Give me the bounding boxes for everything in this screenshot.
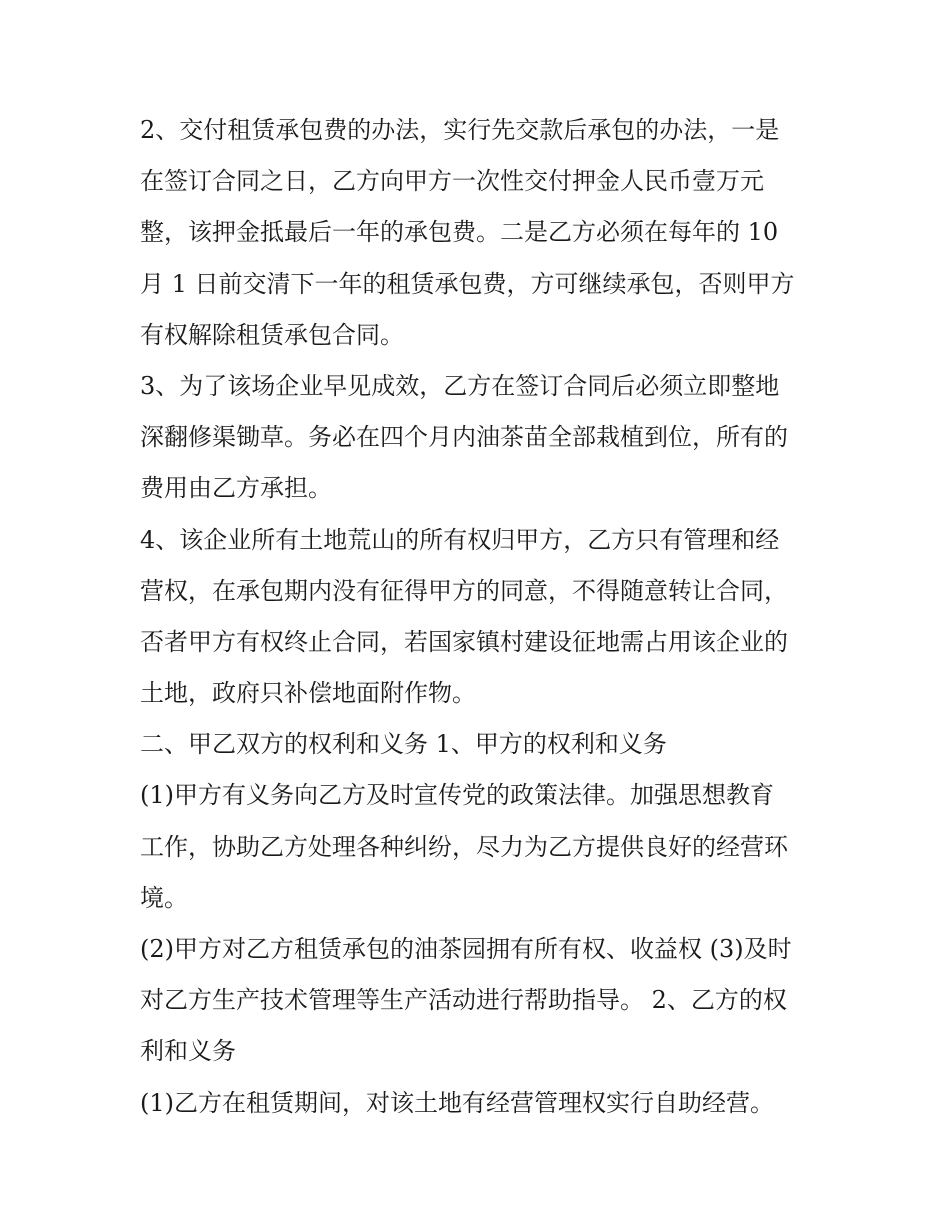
text-line: 境。 (140, 883, 188, 912)
paragraph-party-a-duty-2 (140, 924, 820, 1078)
paragraph-land-preparation (140, 361, 820, 515)
document-page (140, 105, 820, 1129)
text-line: (1)甲方有义务向乙方及时宣传党的政策法律。加强思想教育 (140, 781, 774, 810)
text-line: 营权，在承包期内没有征得甲方的同意，不得随意转让合同， (140, 576, 788, 605)
text-line: 土地，政府只补偿地面附作物。 (140, 679, 476, 708)
text-line: (1)乙方在租赁期间，对该土地有经营管理权实行自助经营。 (140, 1088, 774, 1117)
text-line: 3、为了该场企业早见成效，乙方在签订合同后必须立即整地 (140, 371, 780, 400)
paragraph-ownership (140, 515, 820, 720)
text-line: 在签订合同之日，乙方向甲方一次性交付押金人民币壹万元 (140, 167, 764, 196)
text-line: (2)甲方对乙方租赁承包的油茶园拥有所有权、收益权 (3)及时 (140, 935, 792, 963)
text-line: 深翻修渠锄草。务必在四个月内油茶苗全部栽植到位，所有的 (140, 423, 788, 452)
text-line: 对乙方生产技术管理等生产活动进行帮助指导。 2、乙方的权 (140, 986, 787, 1015)
text-line: 4、该企业所有土地荒山的所有权归甲方，乙方只有管理和经 (140, 525, 780, 554)
text-line: 整，该押金抵最后一年的承包费。二是乙方必须在每年的 10 (140, 218, 779, 247)
text-line: 否者甲方有权终止合同，若国家镇村建设征地需占用该企业的 (140, 627, 788, 656)
paragraph-party-b-duty-1 (140, 1078, 820, 1129)
section-heading-rights-obligations (140, 719, 820, 770)
text-line: 费用由乙方承担。 (140, 474, 332, 503)
text-line: 二、甲乙双方的权利和义务 1、甲方的权利和义务 (140, 730, 667, 759)
paragraph-payment-method (140, 105, 820, 361)
text-line: 工作，协助乙方处理各种纠纷，尽力为乙方提供良好的经营环 (140, 832, 788, 861)
text-line: 利和义务 (140, 1037, 236, 1066)
paragraph-party-a-duty-1 (140, 770, 820, 924)
text-line: 月 1 日前交清下一年的租赁承包费，方可继续承包，否则甲方 (140, 269, 795, 298)
text-line: 2、交付租赁承包费的办法，实行先交款后承包的办法，一是 (140, 116, 780, 144)
text-line: 有权解除租赁承包合同。 (140, 320, 404, 349)
